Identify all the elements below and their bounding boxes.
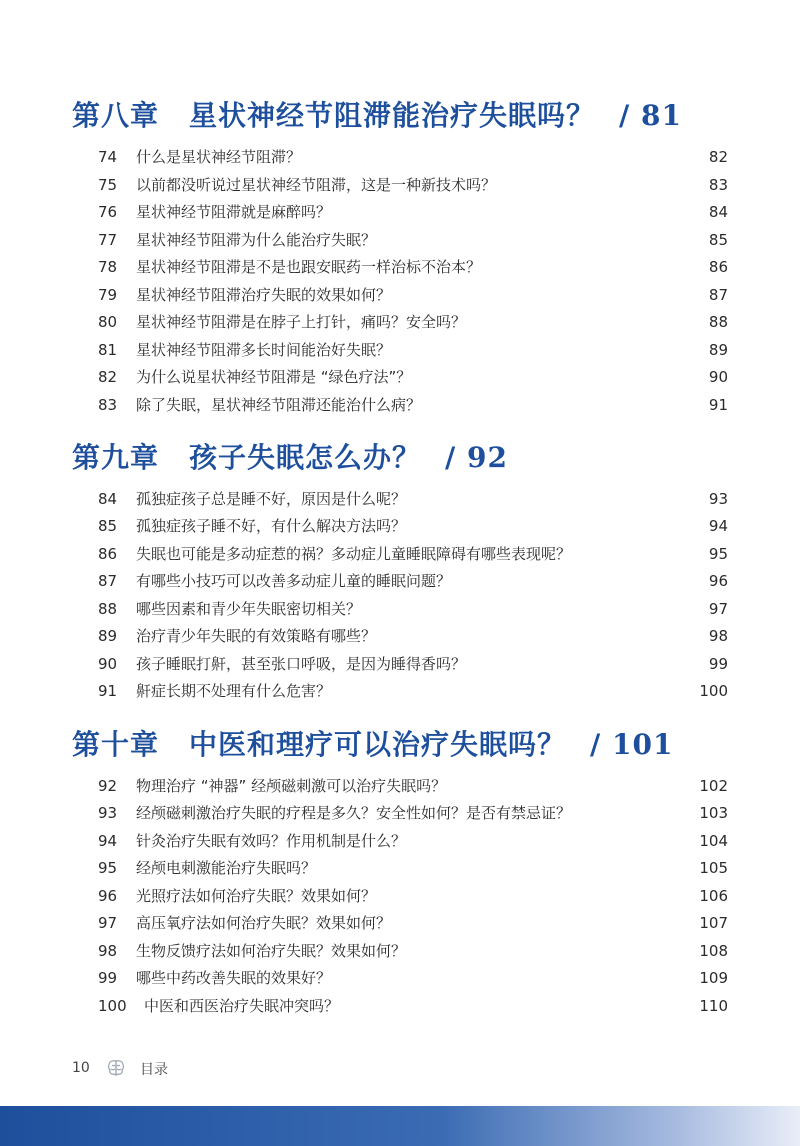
- entry-page: 106: [699, 887, 728, 905]
- toc-entry[interactable]: [98, 255, 728, 279]
- toc-entry[interactable]: [98, 911, 728, 935]
- toc-entry[interactable]: [98, 884, 728, 908]
- entry-number: 85: [98, 517, 118, 535]
- entry-page: 86: [708, 258, 728, 276]
- chapter-title: 星状神经节阻滞能治疗失眠吗？: [189, 99, 596, 132]
- entry-number: 76: [98, 203, 118, 221]
- chapter-page: / 101: [590, 728, 674, 761]
- entry-title: 哪些因素和青少年失眠密切相关？: [136, 600, 362, 618]
- toc-entry[interactable]: [98, 200, 728, 224]
- entry-title: 星状神经节阻滞治疗失眠的效果如何？: [136, 286, 392, 304]
- entry-number: 81: [98, 341, 118, 359]
- entry-page: 95: [708, 545, 728, 563]
- entry-page: 93: [708, 490, 728, 508]
- entry-page: 104: [699, 832, 728, 850]
- entry-number: 91: [98, 682, 118, 700]
- entry-number: 90: [98, 655, 118, 673]
- entry-number: 84: [98, 490, 118, 508]
- entry-title: 哪些中药改善失眠的效果好？: [136, 969, 332, 987]
- entry-number: 96: [98, 887, 118, 905]
- chapter-title: 孩子失眠怎么办？: [189, 441, 422, 474]
- entry-title: 为什么说星状神经节阻滞是 “绿色疗法”？: [136, 368, 412, 386]
- toc-entry[interactable]: [98, 338, 728, 362]
- toc-entry[interactable]: [98, 679, 728, 703]
- entry-page: 89: [708, 341, 728, 359]
- entry-page: 83: [708, 176, 728, 194]
- entry-number: 88: [98, 600, 118, 618]
- toc-entry[interactable]: [98, 228, 728, 252]
- entry-number: 86: [98, 545, 118, 563]
- entry-number: 95: [98, 859, 118, 877]
- entry-title: 星状神经节阻滞是在脖子上打针，痛吗？安全吗？: [136, 313, 467, 331]
- toc-entry[interactable]: [98, 145, 728, 169]
- toc-entry[interactable]: [98, 569, 728, 593]
- entry-title: 孩子睡眠打鼾，甚至张口呼吸，是因为睡得香吗？: [136, 655, 467, 673]
- entry-title: 以前都没听说过星状神经节阻滞，这是一种新技术吗？: [136, 176, 497, 194]
- toc-entry[interactable]: [98, 829, 728, 853]
- toc-entry[interactable]: [98, 624, 728, 648]
- toc-entry[interactable]: [98, 542, 728, 566]
- entry-title: 失眠也可能是多动症惹的祸？多动症儿童睡眠障碍有哪些表现呢？: [136, 545, 572, 563]
- chapter-title: 中医和理疗可以治疗失眠吗？: [189, 728, 567, 761]
- entry-number: 93: [98, 804, 118, 822]
- entry-title: 除了失眠，星状神经节阻滞还能治什么病？: [136, 396, 422, 414]
- entry-number: 92: [98, 777, 118, 795]
- chapter-heading-10: [72, 723, 673, 763]
- chapter-heading-8: [72, 94, 682, 134]
- toc-entry[interactable]: [98, 173, 728, 197]
- entry-title: 高压氧疗法如何治疗失眠？效果如何？: [136, 914, 392, 932]
- entry-title: 经颅电刺激能治疗失眠吗？: [136, 859, 317, 877]
- chapter-label: 第八章: [72, 99, 160, 132]
- entry-number: 77: [98, 231, 118, 249]
- entry-page: 108: [699, 942, 728, 960]
- chapter-page: / 92: [445, 441, 508, 474]
- entry-number: 97: [98, 914, 118, 932]
- entry-title: 生物反馈疗法如何治疗失眠？效果如何？: [136, 942, 407, 960]
- toc-entry[interactable]: [98, 514, 728, 538]
- chapter-heading-9: [72, 436, 508, 476]
- entry-title: 中医和西医治疗失眠冲突吗？: [144, 997, 340, 1015]
- toc-entry[interactable]: [98, 597, 728, 621]
- toc-entry[interactable]: [98, 774, 728, 798]
- chapter-label: 第九章: [72, 441, 160, 474]
- toc-entry[interactable]: [98, 365, 728, 389]
- entry-title: 星状神经节阻滞就是麻醉吗？: [136, 203, 332, 221]
- footer-section-label: 目录: [140, 1062, 168, 1078]
- entry-page: 107: [699, 914, 728, 932]
- entry-number: 74: [98, 148, 118, 166]
- toc-entry[interactable]: [98, 939, 728, 963]
- entry-page: 85: [708, 231, 728, 249]
- toc-entry[interactable]: [98, 994, 728, 1018]
- entry-page: 109: [699, 969, 728, 987]
- entry-page: 99: [708, 655, 728, 673]
- toc-entry[interactable]: [98, 487, 728, 511]
- entry-page: 82: [708, 148, 728, 166]
- entry-page: 91: [708, 396, 728, 414]
- entry-title: 孤独症孩子总是睡不好，原因是什么呢？: [136, 490, 407, 508]
- entry-title: 物理治疗 “神器” 经颅磁刺激可以治疗失眠吗？: [136, 777, 447, 795]
- entry-number: 100: [98, 997, 127, 1015]
- entry-page: 100: [699, 682, 728, 700]
- brain-icon: [106, 1058, 126, 1078]
- toc-entry[interactable]: [98, 283, 728, 307]
- entry-number: 75: [98, 176, 118, 194]
- entry-title: 星状神经节阻滞多长时间能治好失眠？: [136, 341, 392, 359]
- entry-page: 102: [699, 777, 728, 795]
- entry-number: 82: [98, 368, 118, 386]
- entry-page: 97: [708, 600, 728, 618]
- entry-page: 110: [699, 997, 728, 1015]
- toc-entry[interactable]: [98, 393, 728, 417]
- entry-title: 有哪些小技巧可以改善多动症儿童的睡眠问题？: [136, 572, 452, 590]
- entry-number: 78: [98, 258, 118, 276]
- entry-title: 星状神经节阻滞为什么能治疗失眠？: [136, 231, 377, 249]
- entry-title: 经颅磁刺激治疗失眠的疗程是多久？安全性如何？是否有禁忌证？: [136, 804, 572, 822]
- entry-title: 治疗青少年失眠的有效策略有哪些？: [136, 627, 377, 645]
- page-number: 10: [72, 1060, 90, 1076]
- entry-page: 90: [708, 368, 728, 386]
- entry-number: 80: [98, 313, 118, 331]
- entry-number: 99: [98, 969, 118, 987]
- toc-entry[interactable]: [98, 652, 728, 676]
- entry-title: 鼾症长期不处理有什么危害？: [136, 682, 332, 700]
- entry-number: 89: [98, 627, 118, 645]
- entry-page: 98: [708, 627, 728, 645]
- entry-page: 87: [708, 286, 728, 304]
- chapter-page: / 81: [619, 99, 682, 132]
- entry-page: 88: [708, 313, 728, 331]
- entry-page: 94: [708, 517, 728, 535]
- entry-number: 94: [98, 832, 118, 850]
- toc-entry[interactable]: [98, 310, 728, 334]
- entry-page: 84: [708, 203, 728, 221]
- entry-number: 79: [98, 286, 118, 304]
- entry-title: 什么是星状神经节阻滞？: [136, 148, 302, 166]
- entry-page: 96: [708, 572, 728, 590]
- entry-number: 98: [98, 942, 118, 960]
- entry-page: 105: [699, 859, 728, 877]
- entry-page: 103: [699, 804, 728, 822]
- entry-title: 针灸治疗失眠有效吗？作用机制是什么？: [136, 832, 407, 850]
- entry-title: 光照疗法如何治疗失眠？效果如何？: [136, 887, 377, 905]
- bottom-color-band: [0, 1106, 800, 1146]
- chapter-label: 第十章: [72, 728, 160, 761]
- entry-number: 83: [98, 396, 118, 414]
- entry-title: 星状神经节阻滞是不是也跟安眠药一样治标不治本？: [136, 258, 482, 276]
- entry-title: 孤独症孩子睡不好，有什么解决方法吗？: [136, 517, 407, 535]
- toc-entry[interactable]: [98, 801, 728, 825]
- entry-number: 87: [98, 572, 118, 590]
- toc-entry[interactable]: [98, 856, 728, 880]
- toc-entry[interactable]: [98, 966, 728, 990]
